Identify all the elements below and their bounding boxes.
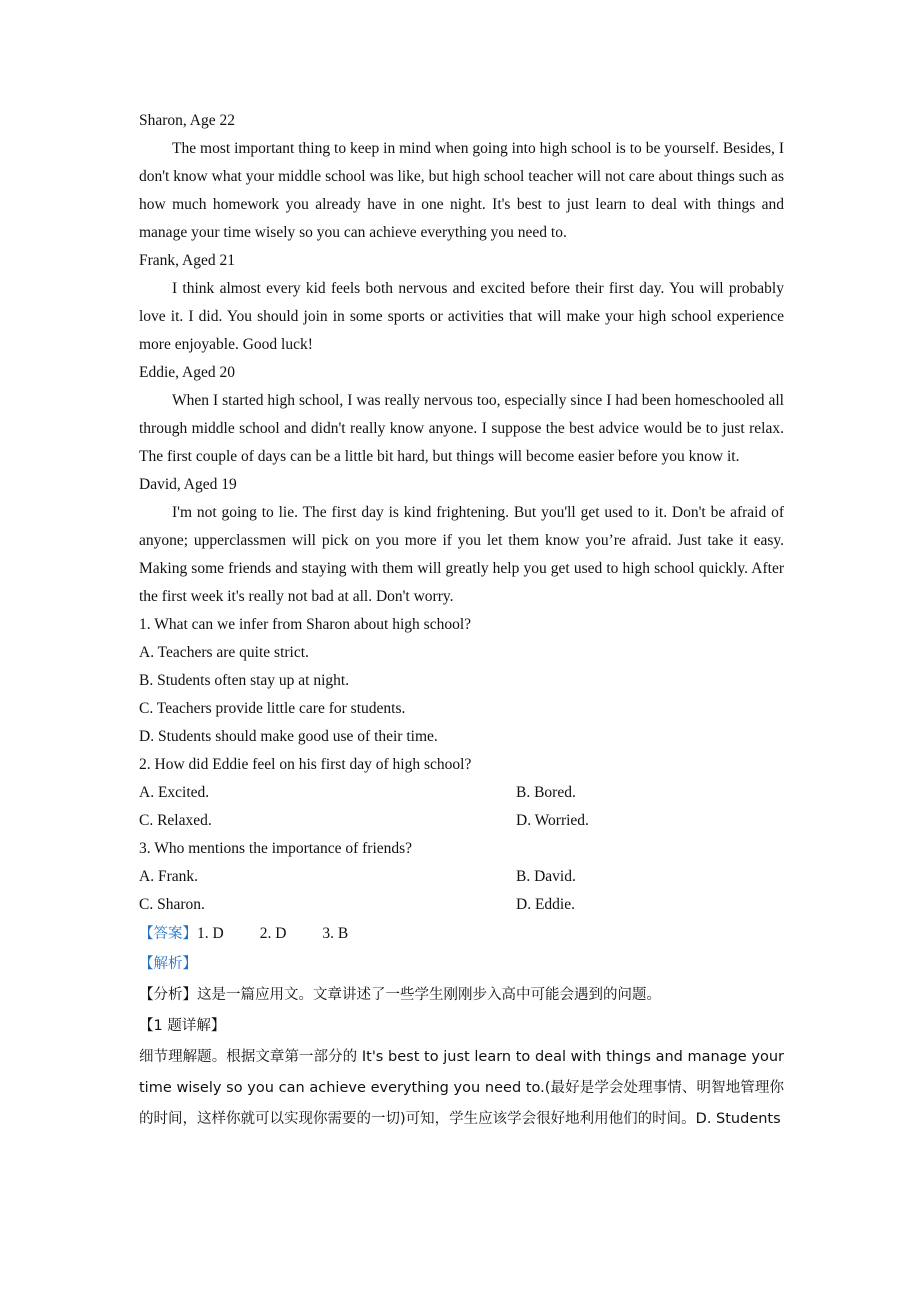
answer-row xyxy=(139,919,784,949)
question-3-option-c: C. Sharon. xyxy=(139,896,205,913)
response-david: I'm not going to lie. The first day is kind frightening. But you'll get used to it. Don't be afraid of anyone; upperclassmen will pick on you more if you let them know you’re afraid. Just take it easy. Making some friends and staying with them will greatly help you get used to high school quickly. After the first week it's really not bad at all. Don't worry. xyxy=(139,504,784,605)
answer-2: 2. D xyxy=(259,925,287,942)
author-david: David, Aged 19 xyxy=(139,476,237,493)
question-3-options-row-1 xyxy=(139,863,784,891)
question-1-option-b: B. Students often stay up at night. xyxy=(139,672,350,689)
question-3-stem: 3. Who mentions the importance of friends? xyxy=(139,840,413,857)
response-sharon: The most important thing to keep in mind when going into high school is to be yourself. Besides, I don't know what your middle school was like, but high school teacher will not care about things such as how much homework you already have in one night. It's best to just learn to deal with things and manage your time wisely so you can achieve everything you need to. xyxy=(139,140,784,241)
author-eddie: Eddie, Aged 20 xyxy=(139,364,235,381)
answer-1: 1. D xyxy=(197,925,224,942)
answer-tag: 【答案】 xyxy=(139,926,197,942)
author-sharon: Sharon, Age 22 xyxy=(139,112,236,129)
summary-tag: 【分析】 xyxy=(139,987,197,1003)
response-frank: I think almost every kid feels both nervous and excited before their first day. You will probably love it. I did. You should join in some sports or activities that will make your high school experience more enjoyable. Good luck! xyxy=(139,280,784,353)
question-2-options-row-2 xyxy=(139,807,784,835)
question-3-option-b: B. David. xyxy=(516,868,576,885)
detail-tag: 【1 题详解】 xyxy=(139,1018,226,1034)
detail-text: 细节理解题。根据文章第一部分的 It's best to just learn to deal with things and manage your time wisely so you can achieve everything you need to.(最好是学会处理事情、明智地管理你的时间，这样你就可以实现你需要的一切)可知，学生应该学会很好地利用他们的时间。D. Students xyxy=(139,1049,784,1127)
question-2-options-row-1 xyxy=(139,779,784,807)
question-2-option-a: A. Excited. xyxy=(139,784,210,801)
analysis-summary-line xyxy=(139,980,784,1011)
document-page xyxy=(139,107,784,1135)
analysis-tag: 【解析】 xyxy=(139,956,197,972)
question-2-option-d: D. Worried. xyxy=(516,812,589,829)
question-1-stem: 1. What can we infer from Sharon about high school? xyxy=(139,616,472,633)
question-1-option-c: C. Teachers provide little care for students. xyxy=(139,700,406,717)
author-frank: Frank, Aged 21 xyxy=(139,252,236,269)
response-eddie: When I started high school, I was really nervous too, especially since I had been homeschooled all through middle school and didn't really know anyone. I suppose the best advice would be to just relax. The first couple of days can be a little bit hard, but things will become easier before you know it. xyxy=(139,392,784,465)
question-2-stem: 2. How did Eddie feel on his first day of high school? xyxy=(139,756,472,773)
summary-text: 这是一篇应用文。文章讲述了一些学生刚刚步入高中可能会遇到的问题。 xyxy=(197,987,661,1003)
question-2-option-c: C. Relaxed. xyxy=(139,812,212,829)
question-2-option-b: B. Bored. xyxy=(516,784,576,801)
question-1-option-d: D. Students should make good use of their time. xyxy=(139,728,438,745)
question-1-option-a: A. Teachers are quite strict. xyxy=(139,644,309,661)
question-3-options-row-2 xyxy=(139,891,784,919)
question-3-option-a: A. Frank. xyxy=(139,868,198,885)
answer-3: 3. B xyxy=(322,925,349,942)
question-3-option-d: D. Eddie. xyxy=(516,896,575,913)
